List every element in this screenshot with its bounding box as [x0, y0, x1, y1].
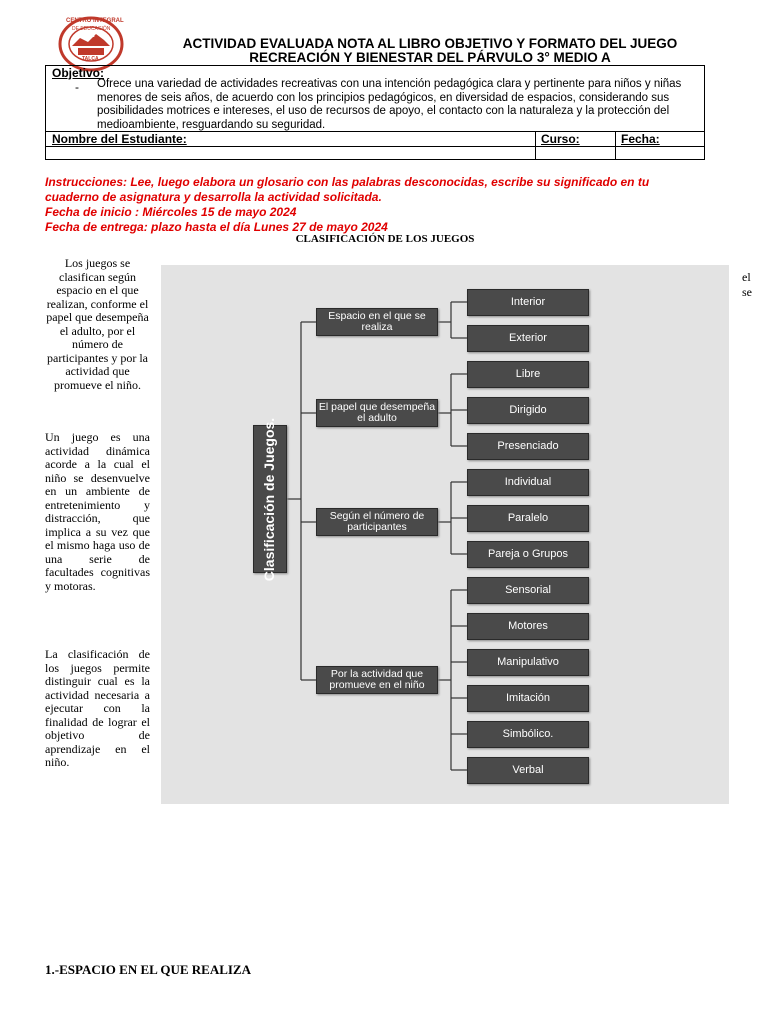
leaf-node-individual: Individual	[467, 469, 589, 496]
school-logo	[58, 16, 124, 72]
leaf-node-exterior: Exterior	[467, 325, 589, 352]
page-title-line2: RECREACIÓN Y BIENESTAR DEL PÁRVULO 3° MEDIO A	[249, 50, 611, 65]
clipped-text-fragment: el se	[742, 270, 752, 299]
date-field[interactable]	[616, 147, 704, 159]
logo-text-city: TALCA	[82, 56, 99, 62]
due-date: Fecha de entrega: plazo hasta el día Lunes 27 de mayo 2024	[45, 220, 388, 234]
category-node-adult-role: El papel que desempeña el adulto	[316, 399, 438, 427]
leaf-node-presenciado: Presenciado	[467, 433, 589, 460]
logo-text-ciet: CIET	[80, 32, 96, 39]
category-node-activity: Por la actividad que promueve en el niño	[316, 666, 438, 694]
course-field[interactable]	[536, 147, 614, 159]
leaf-node-simbolico: Simbólico.	[467, 721, 589, 748]
definition-paragraph: Un juego es una actividad dinámica acorde a la cual el niño se desenvuelve en un ambiente de entretenimiento y distracción, que implica a su vez que el mismo haga uso de una serie de facultades cognitivas y motoras.	[45, 430, 150, 593]
category-node-space: Espacio en el que se realiza	[316, 308, 438, 336]
leaf-node-imitacion: Imitación	[467, 685, 589, 712]
student-name-field[interactable]	[46, 147, 534, 159]
leaf-node-paralelo: Paralelo	[467, 505, 589, 532]
leaf-node-dirigido: Dirigido	[467, 397, 589, 424]
objective-label: Objetivo:	[52, 66, 105, 80]
leaf-node-pareja-grupos: Pareja o Grupos	[467, 541, 589, 568]
student-name-label: Nombre del Estudiante:	[52, 132, 187, 146]
course-label: Curso:	[541, 132, 580, 146]
diagram-root-node: Clasificación de Juegos.	[253, 425, 287, 573]
leaf-node-motores: Motores	[467, 613, 589, 640]
logo-text-top: CENTRO INTEGRAL	[66, 18, 124, 24]
diagram-connectors	[161, 265, 729, 804]
start-date: Fecha de inicio : Miércoles 15 de mayo 2024	[45, 205, 297, 219]
page-title-line1: ACTIVIDAD EVALUADA NOTA AL LIBRO OBJETIVO Y FORMATO DEL JUEGO	[182, 36, 678, 51]
leaf-node-verbal: Verbal	[467, 757, 589, 784]
logo-text-mid: DE EDUCACIÓN	[72, 26, 111, 32]
games-classification-diagram	[161, 265, 729, 804]
leaf-node-sensorial: Sensorial	[467, 577, 589, 604]
instructions	[45, 175, 725, 205]
objective-text: Ofrece una variedad de actividades recreativas con una intención pedagógica clara y pertinente para niños y niñas menores de seis años, de acuerdo con los principios pedagógicos, en diversidad de espacios, considerando sus posibilidades motrices e intereses, el uso de recursos de apoyo, el contacto con la naturaleza y la protección del medioambiente, resguardando su seguridad.	[97, 78, 682, 131]
category-node-participants: Según el número de participantes	[316, 508, 438, 536]
leaf-node-interior: Interior	[467, 289, 589, 316]
leaf-node-manipulativo: Manipulativo	[467, 649, 589, 676]
date-label: Fecha:	[621, 132, 660, 146]
intro-paragraph: Los juegos se clasifican según espacio en el que realizan, conforme el papel que desempeña el adulto, por el número de participantes y por la actividad que promueve el niño.	[46, 256, 149, 392]
instructions-line1: Instrucciones: Lee, luego elabora un glosario con las palabras desconocidas, escribe su significado en tu	[45, 175, 650, 189]
objective-bullet: -	[75, 80, 79, 94]
leaf-node-libre: Libre	[467, 361, 589, 388]
purpose-paragraph: La clasificación de los juegos permite distinguir cual es la actividad necesaria a ejecutar con la finalidad de lograr el objetivo de aprendizaje en el niño.	[45, 647, 150, 769]
instructions-line2: cuaderno de asignatura y desarrolla la actividad solicitada.	[45, 190, 382, 204]
section-title: CLASIFICACIÓN DE LOS JUEGOS	[295, 233, 475, 245]
section-heading-1: 1.-ESPACIO EN EL QUE REALIZA	[45, 962, 251, 977]
